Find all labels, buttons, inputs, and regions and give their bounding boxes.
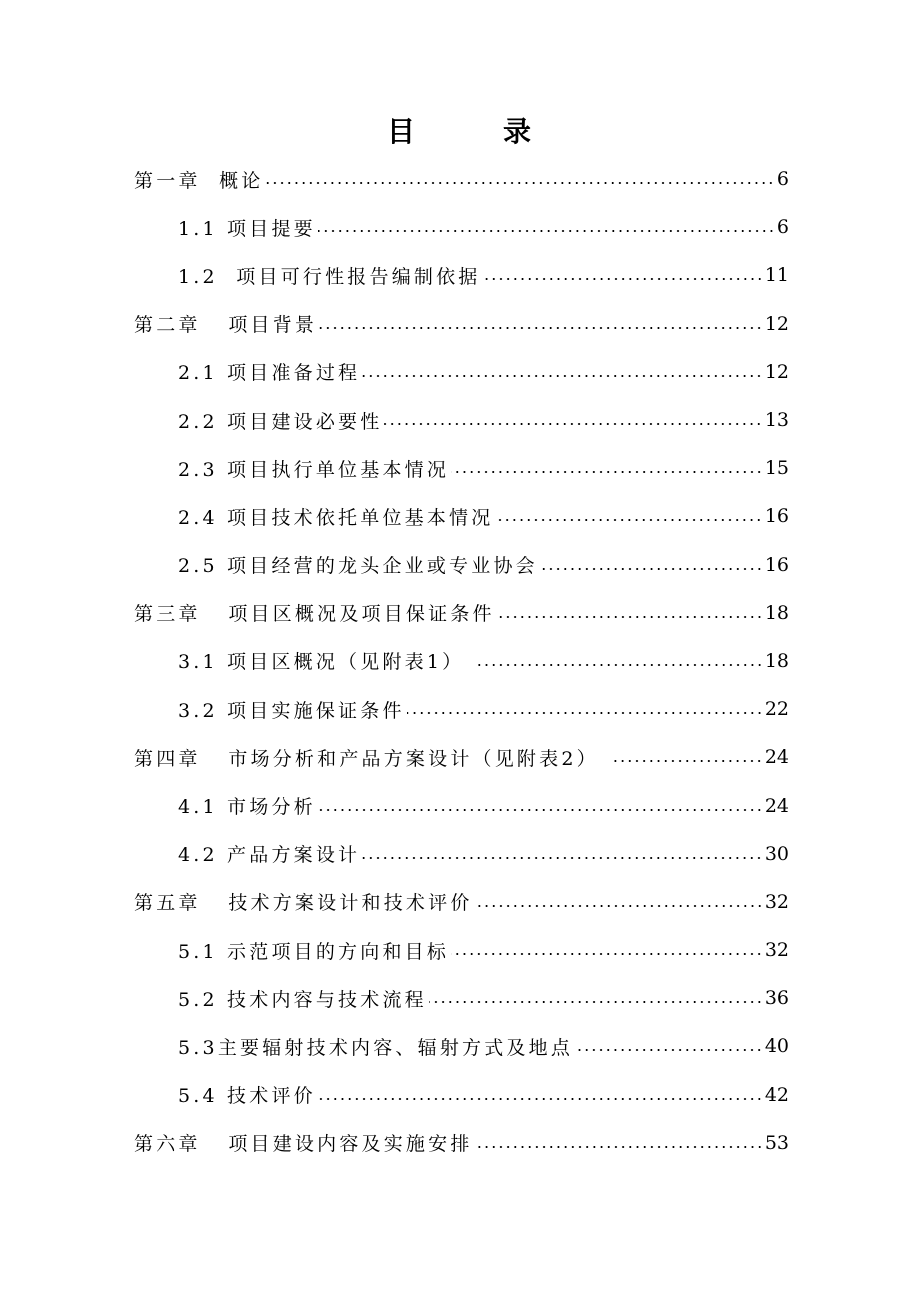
toc-entry-label: 5.4 技术评价 — [178, 1081, 316, 1108]
toc-entry-label: 第六章 项目建设内容及实施安排 — [134, 1129, 473, 1156]
toc-dot-leader — [451, 953, 763, 955]
toc-dot-leader — [319, 327, 763, 329]
toc-page-number: 18 — [764, 601, 789, 624]
toc-entry-label: 第二章 项目背景 — [134, 310, 317, 337]
toc-dot-leader — [384, 423, 762, 425]
toc-entry-label: 第三章 项目区概况及项目保证条件 — [134, 599, 495, 626]
toc-page-number: 6 — [776, 168, 789, 191]
toc-page-number: 12 — [764, 312, 789, 335]
toc-page-number: 24 — [764, 746, 789, 769]
toc-section-entry[interactable] — [0, 926, 920, 974]
toc-dot-leader — [475, 905, 763, 907]
toc-dot-leader — [429, 1001, 763, 1003]
toc-section-entry[interactable] — [0, 1071, 920, 1119]
toc-page-number: 42 — [764, 1083, 789, 1106]
toc-page-number: 53 — [764, 1131, 789, 1154]
toc-page-number: 18 — [764, 649, 789, 672]
toc-page-number: 6 — [776, 216, 789, 239]
toc-dot-leader — [318, 1098, 763, 1100]
toc-section-entry[interactable] — [0, 1022, 920, 1070]
toc-dot-leader — [476, 664, 763, 666]
toc-entry-label: 第一章 概论 — [134, 166, 263, 193]
toc-dot-leader — [483, 278, 763, 280]
toc-page-number: 24 — [764, 794, 789, 817]
toc-page-number: 12 — [764, 360, 789, 383]
toc-entry-label: 3.2 项目实施保证条件 — [178, 696, 405, 723]
toc-chapter-entry[interactable] — [0, 589, 920, 637]
toc-page-number: 11 — [764, 264, 789, 287]
toc-entry-label: 5.1 示范项目的方向和目标 — [178, 937, 449, 964]
toc-dot-leader — [265, 182, 774, 184]
toc-page-number: 16 — [764, 505, 789, 528]
toc-title — [0, 110, 920, 150]
toc-section-entry[interactable] — [0, 781, 920, 829]
toc-page-number: 16 — [764, 553, 789, 576]
toc-section-entry[interactable] — [0, 685, 920, 733]
toc-dot-leader — [451, 471, 763, 473]
toc-section-entry[interactable] — [0, 251, 920, 299]
toc-chapter-entry[interactable] — [0, 878, 920, 926]
toc-entry-label: 1.1 项目提要 — [178, 214, 316, 241]
toc-dot-leader — [318, 230, 775, 232]
toc-dot-leader — [362, 857, 763, 859]
toc-entry-label: 2.2 项目建设必要性 — [178, 407, 382, 434]
toc-section-entry[interactable] — [0, 444, 920, 492]
toc-page-number: 32 — [764, 939, 789, 962]
toc-chapter-entry[interactable] — [0, 155, 920, 203]
toc-section-entry[interactable] — [0, 348, 920, 396]
toc-entry-label: 2.1 项目准备过程 — [178, 358, 360, 385]
toc-dot-leader — [610, 760, 763, 762]
toc-entry-label: 5.2 技术内容与技术流程 — [178, 985, 427, 1012]
toc-entry-label: 2.5 项目经营的龙头企业或专业协会 — [178, 551, 538, 578]
toc-section-entry[interactable] — [0, 974, 920, 1022]
toc-page-number: 15 — [764, 457, 789, 480]
toc-page-number: 30 — [764, 842, 789, 865]
toc-dot-leader — [362, 375, 763, 377]
toc-entry-label: 第四章 市场分析和产品方案设计（见附表2） — [134, 744, 608, 771]
toc-page-number: 22 — [764, 698, 789, 721]
toc-entry-label: 4.2 产品方案设计 — [178, 840, 360, 867]
toc-dot-leader — [318, 809, 763, 811]
toc-page-number: 40 — [764, 1035, 789, 1058]
toc-dot-leader — [575, 1049, 763, 1051]
toc-dot-leader — [475, 1146, 763, 1148]
toc-chapter-entry[interactable] — [0, 300, 920, 348]
toc-section-entry[interactable] — [0, 637, 920, 685]
toc-section-entry[interactable] — [0, 492, 920, 540]
toc-section-entry[interactable] — [0, 541, 920, 589]
toc-entry-label: 1.2 项目可行性报告编制依据 — [178, 262, 481, 289]
toc-entry-label: 2.4 项目技术依托单位基本情况 — [178, 503, 493, 530]
toc-entry-label: 3.1 项目区概况（见附表1） — [178, 647, 474, 674]
toc-entry-label: 第五章 技术方案设计和技术评价 — [134, 888, 473, 915]
toc-title-char-1: 目 — [386, 115, 417, 148]
toc-entry-label: 2.3 项目执行单位基本情况 — [178, 455, 449, 482]
toc-entry-label: 4.1 市场分析 — [178, 792, 316, 819]
toc-dot-leader — [495, 519, 762, 521]
toc-chapter-entry[interactable] — [0, 733, 920, 781]
toc-section-entry[interactable] — [0, 830, 920, 878]
toc-dot-leader — [540, 568, 763, 570]
toc-title-char-2: 录 — [503, 115, 534, 148]
toc-entry-label: 5.3主要辐射技术内容、辐射方式及地点 — [178, 1033, 573, 1060]
toc-dot-leader — [497, 616, 763, 618]
toc-page-number: 36 — [764, 987, 789, 1010]
toc-page-number: 32 — [764, 890, 789, 913]
toc-section-entry[interactable] — [0, 396, 920, 444]
toc-chapter-entry[interactable] — [0, 1119, 920, 1167]
toc-section-entry[interactable] — [0, 203, 920, 251]
toc-page-number: 13 — [764, 409, 789, 432]
toc-dot-leader — [407, 712, 763, 714]
toc-list — [0, 155, 920, 1167]
